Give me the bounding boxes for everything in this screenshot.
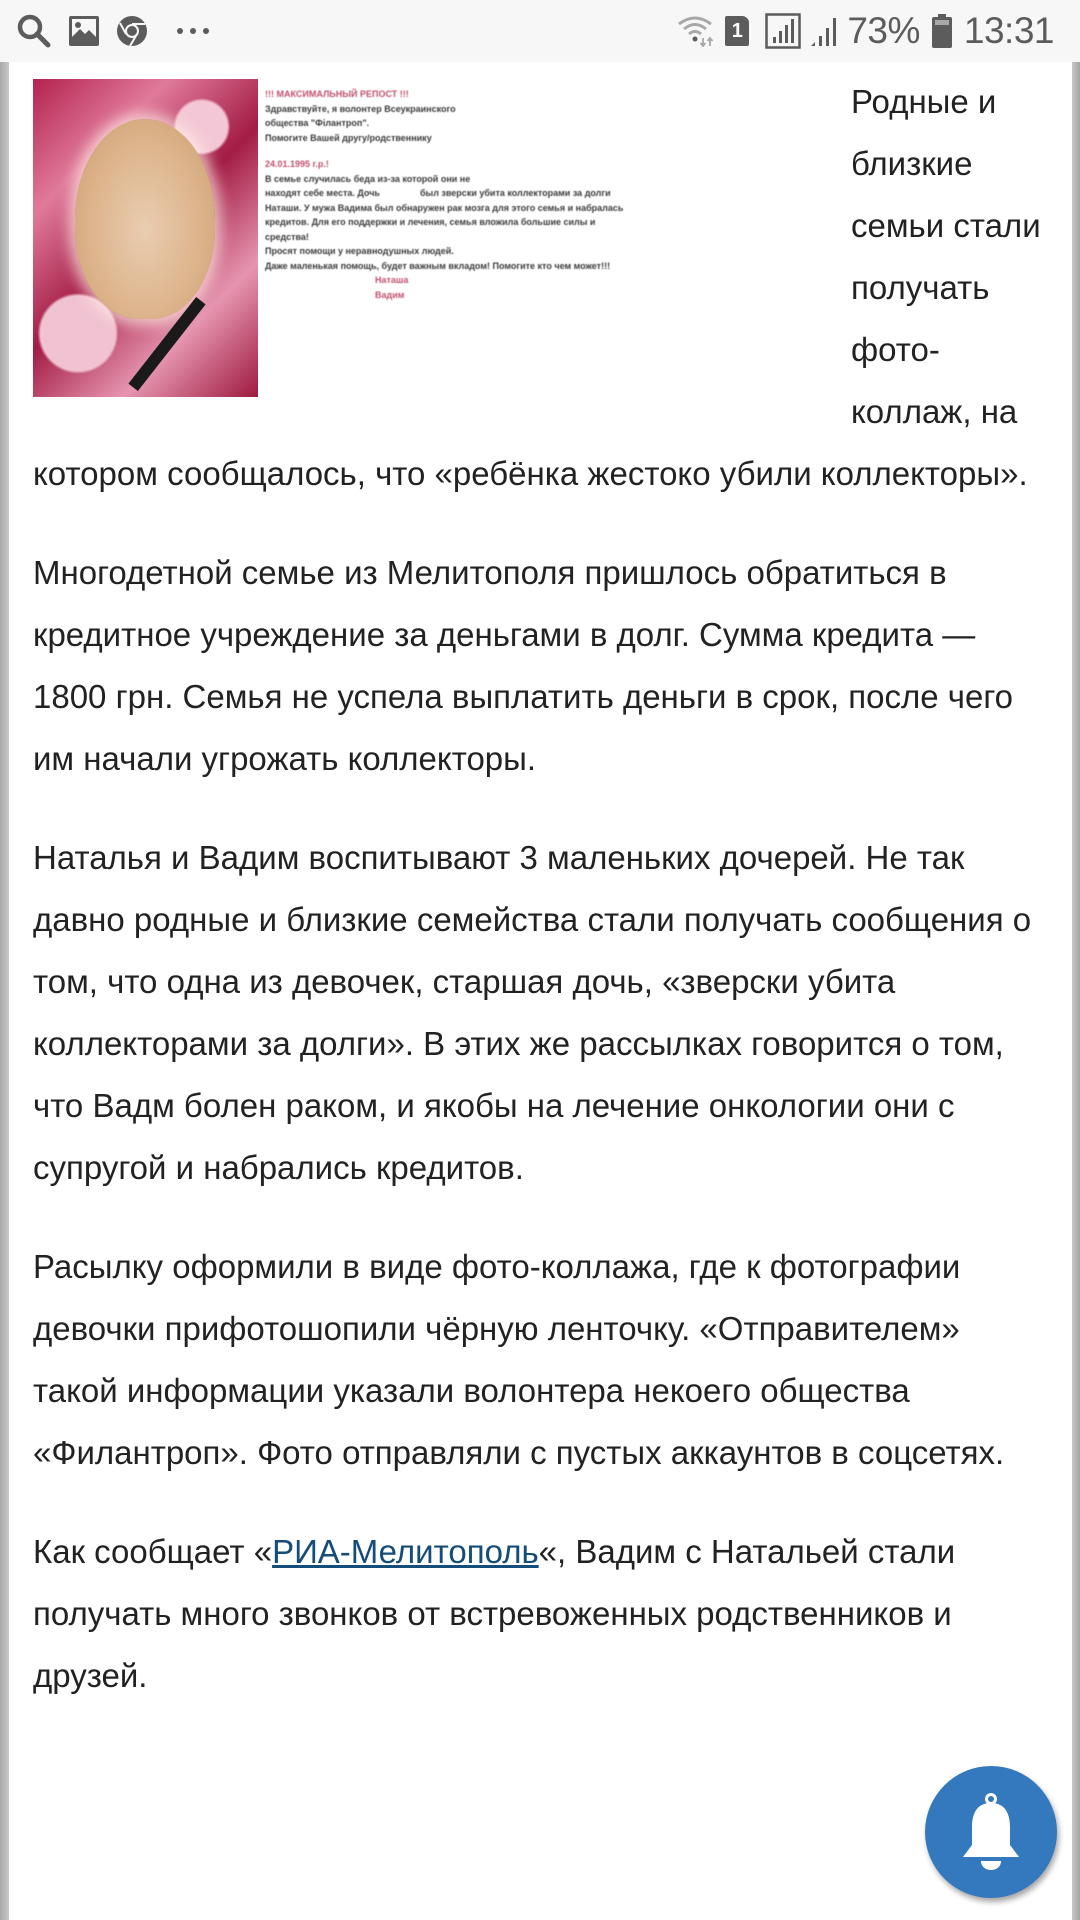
notification-bell-button[interactable] bbox=[925, 1766, 1057, 1898]
battery-icon bbox=[932, 14, 952, 48]
girl-photo-framed bbox=[33, 79, 258, 397]
collage-line: кредитов. Для его поддержки и лечения, семья вложила большие силы и bbox=[265, 217, 596, 227]
paragraph-3: Наталья и Вадим воспитывают 3 маленьких дочерей. Не так давно родные и близкие семейства стали получать сообщения о том, что одна из девочек, старшая дочь, «зверски убита коллекторами за долги». В этих же рассылках говорится о том, что Вадм болен раком, и якобы на лечение онкологии они с супругой и набрались кредитов. bbox=[33, 839, 1032, 1186]
battery-percent: 73% bbox=[847, 10, 920, 51]
collage-line: В семье случилась беда из-за которой они не bbox=[265, 173, 471, 184]
page-edge-right bbox=[1072, 62, 1080, 1920]
paragraph-5-text: «, Вадим с Натальей стали получать много звонков от встревоженных родственников и друзей. bbox=[33, 1533, 956, 1694]
collage-line: Даже маленькая помощь, будет важным вкладом! Помогите кто чем может!!! bbox=[265, 260, 611, 271]
paragraph-2: Многодетной семье из Мелитополя пришлось обратиться в кредитное учреждение за деньгами в долг. Сумма кредита — 1800 грн. Семья не успела выплатить деньги в срок, после чего им начали угрожать коллекторы. bbox=[33, 554, 1013, 777]
article-body bbox=[33, 62, 1043, 1744]
gallery-icon bbox=[68, 15, 100, 47]
collage-line: Помогите Вашей другу/родственнику bbox=[265, 132, 432, 143]
wifi-icon bbox=[677, 14, 717, 48]
paragraph-1: Родные и близкие семьи стали получать фото-коллаж, на котором сообщалось, что «ребёнка жестоко убили коллекторы». bbox=[33, 83, 1041, 492]
collage-signature: Вадим bbox=[375, 289, 405, 300]
collage-headline: !!! МАКСИМАЛЬНЫЙ РЕПОСТ !!! bbox=[265, 89, 409, 99]
sim-card-icon: 1 bbox=[725, 16, 749, 46]
collage-line: находят себе места. Дочь был зверски убита коллекторами за долги bbox=[265, 188, 611, 198]
ria-melitopol-link[interactable]: РИА-Мелитополь bbox=[272, 1533, 539, 1570]
chrome-icon bbox=[116, 15, 148, 47]
collage-date: 24.01.1995 г.р.! bbox=[265, 159, 329, 169]
collage-text bbox=[265, 87, 825, 302]
collage-line: средства! bbox=[265, 231, 309, 242]
collage-line: Наташи. У мужа Вадима был обнаружен рак мозга для этого семья и набралась bbox=[265, 202, 624, 213]
collage-line: Просят помощи у неравнодушных людей. bbox=[265, 246, 454, 256]
collage-image[interactable] bbox=[33, 79, 823, 399]
clock: 13:31 bbox=[963, 10, 1054, 51]
paragraph-5 bbox=[33, 1521, 1043, 1707]
collage-line: общества "Філантроп". bbox=[265, 118, 370, 128]
girl-face bbox=[75, 119, 215, 319]
signal-boxed-icon bbox=[765, 13, 801, 49]
page-edge-left bbox=[0, 62, 9, 1920]
collage-signature: Наташа bbox=[375, 275, 409, 285]
paragraph-5-text: Как сообщает « bbox=[33, 1533, 273, 1570]
search-icon bbox=[16, 13, 52, 49]
bell-icon bbox=[958, 1793, 1024, 1871]
more-dots-icon bbox=[176, 26, 210, 36]
paragraph-4: Расылку оформили в виде фото-коллажа, где к фотографии девочки прифотошопили чёрную ленточку. «Отправителем» такой информации указали волонтера некоего общества «Филантроп». Фото отправляли с пустых аккаунтов в соцсетях. bbox=[33, 1248, 1005, 1471]
web-page[interactable] bbox=[0, 62, 1080, 1920]
signal-icon bbox=[809, 14, 839, 48]
status-bar bbox=[0, 0, 1080, 62]
collage-line: Здравствуйте, я волонтер Всеукраинского bbox=[265, 103, 456, 114]
